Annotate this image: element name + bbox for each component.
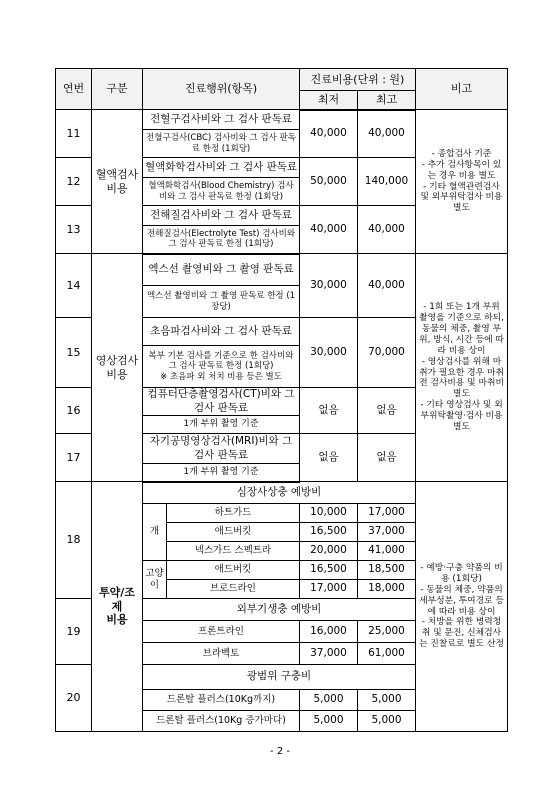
item-desc: 엑스선 촬영비와 그 촬영 판독료 한정 (1장당) bbox=[143, 286, 300, 318]
cost-max: 40,000 bbox=[358, 206, 416, 254]
cost-max: 5,000 bbox=[358, 690, 416, 711]
item-desc: 1개 부위 촬영 기준 bbox=[143, 464, 300, 482]
external-title: 외부기생충 예방비 bbox=[143, 599, 416, 621]
cost-max: 140,000 bbox=[358, 158, 416, 206]
cost-min: 30,000 bbox=[300, 318, 358, 388]
cost-min: 40,000 bbox=[300, 110, 358, 158]
note-medication: - 예방·구충 약품의 비용 (1회당) - 동물의 체중, 약품의 세부성분, 투여경로 등에 따라 비용 상이 - 처방을 위한 병력청취 및 문진, 신체검사는 진찰료로 별도 산정 bbox=[416, 482, 508, 732]
header-min: 최저 bbox=[300, 91, 358, 110]
item-desc: 전혈구검사(CBC) 검사비와 그 검사 판독료 한정 (1회당) bbox=[143, 130, 300, 158]
cost-min: 없음 bbox=[300, 388, 358, 434]
drug-name: 애드버킷 bbox=[167, 523, 300, 542]
drug-name: 하트가드 bbox=[167, 504, 300, 523]
cost-min: 16,500 bbox=[300, 523, 358, 542]
row-no: 13 bbox=[56, 206, 92, 254]
cost-min: 5,000 bbox=[300, 690, 358, 711]
cost-min: 37,000 bbox=[300, 643, 358, 665]
item-title: 혈액화학검사비와 그 검사 판독료 bbox=[143, 158, 300, 178]
category-blood: 혈액검사 비용 bbox=[92, 110, 143, 254]
cost-min: 5,000 bbox=[300, 711, 358, 732]
note-imaging: - 1회 또는 1개 부위 촬영을 기준으로 하되, 동물의 체중, 촬영 부위, 방식, 시간 등에 따라 비용 상이 - 영상검사를 위해 마취가 필요한 경우 마취 전 검사비용 및 마취비 별도 - 기타 영상검사 및 외부위탁촬영·검사 비용 별도 bbox=[416, 254, 508, 482]
row-no: 11 bbox=[56, 110, 92, 158]
cost-max: 없음 bbox=[358, 434, 416, 482]
cost-max: 17,000 bbox=[358, 504, 416, 523]
drug-name: 넥스가드 스펙트라 bbox=[167, 542, 300, 561]
item-desc: 1개 부위 촬영 기준 bbox=[143, 416, 300, 434]
heartworm-title: 심장사상충 예방비 bbox=[143, 482, 416, 504]
header-note: 비고 bbox=[416, 69, 508, 110]
item-title: 전혈구검사비와 그 검사 판독료 bbox=[143, 110, 300, 130]
row-no: 17 bbox=[56, 434, 92, 482]
row-no: 19 bbox=[56, 599, 92, 665]
item-title: 전해질검사비와 그 검사 판독료 bbox=[143, 206, 300, 226]
header-cost: 진료비용(단위 : 원) bbox=[300, 69, 416, 91]
item-title: 엑스선 촬영비와 그 촬영 판독료 bbox=[143, 254, 300, 286]
cost-max: 40,000 bbox=[358, 254, 416, 318]
drug-name: 브라벡토 bbox=[143, 643, 300, 665]
cost-min: 20,000 bbox=[300, 542, 358, 561]
cost-min: 30,000 bbox=[300, 254, 358, 318]
cost-min: 40,000 bbox=[300, 206, 358, 254]
item-desc: 혈액화학검사(Blood Chemistry) 검사비와 그 검사 판독료 한정 (1회당) bbox=[143, 178, 300, 206]
cost-max: 40,000 bbox=[358, 110, 416, 158]
item-title: 자기공명영상검사(MRI)비와 그 검사 판독료 bbox=[143, 434, 300, 464]
header-category: 구분 bbox=[92, 69, 143, 110]
header-max: 최고 bbox=[358, 91, 416, 110]
note-blood: - 종합검사 기준 - 추가 검사항목이 있는 경우 비용 별도 - 기타 혈액관련검사 및 외부위탁검사 비용 별도 bbox=[416, 110, 508, 254]
item-desc: 전해질검사(Electrolyte Test) 검사비와 그 검사 판독료 한정 (1회당) bbox=[143, 226, 300, 254]
row-no: 15 bbox=[56, 318, 92, 388]
group-cat: 고양이 bbox=[143, 561, 167, 599]
item-desc: 복부 기본 검사를 기준으로 한 검사비와 그 검사 판독료 한정 (1회당) ※ 초음파 외 처치 비용 등은 별도 bbox=[143, 346, 300, 388]
drug-name: 프론트라인 bbox=[143, 621, 300, 643]
cost-min: 16,000 bbox=[300, 621, 358, 643]
header-item: 진료행위(항목) bbox=[143, 69, 300, 110]
cost-max: 18,000 bbox=[358, 580, 416, 599]
category-medication: 투약/조제 비용 bbox=[92, 482, 143, 732]
item-title: 초음파검사비와 그 검사 판독료 bbox=[143, 318, 300, 346]
cost-min: 17,000 bbox=[300, 580, 358, 599]
cost-min: 10,000 bbox=[300, 504, 358, 523]
cost-min: 50,000 bbox=[300, 158, 358, 206]
cost-max: 61,000 bbox=[358, 643, 416, 665]
cost-min: 없음 bbox=[300, 434, 358, 482]
category-imaging: 영상검사 비용 bbox=[92, 254, 143, 482]
cost-max: 18,500 bbox=[358, 561, 416, 580]
cost-min: 16,500 bbox=[300, 561, 358, 580]
drug-name: 브로드라인 bbox=[167, 580, 300, 599]
cost-max: 41,000 bbox=[358, 542, 416, 561]
cost-max: 70,000 bbox=[358, 318, 416, 388]
fee-table bbox=[55, 68, 508, 732]
cost-max: 5,000 bbox=[358, 711, 416, 732]
drug-name: 애드버킷 bbox=[167, 561, 300, 580]
drug-name: 드론탈 플러스(10Kg까지) bbox=[143, 690, 300, 711]
row-no: 12 bbox=[56, 158, 92, 206]
row-no: 18 bbox=[56, 482, 92, 599]
cost-max: 없음 bbox=[358, 388, 416, 434]
drug-name: 드론탈 플러스(10Kg 증가마다) bbox=[143, 711, 300, 732]
cost-max: 37,000 bbox=[358, 523, 416, 542]
header-no: 연번 bbox=[56, 69, 92, 110]
item-title: 컴퓨터단층촬영검사(CT)비와 그 검사 판독료 bbox=[143, 388, 300, 416]
page-number: - 2 - bbox=[270, 746, 290, 757]
cost-max: 25,000 bbox=[358, 621, 416, 643]
broad-title: 광범위 구충비 bbox=[143, 665, 416, 690]
row-no: 20 bbox=[56, 665, 92, 732]
row-no: 16 bbox=[56, 388, 92, 434]
group-dog: 개 bbox=[143, 504, 167, 561]
row-no: 14 bbox=[56, 254, 92, 318]
